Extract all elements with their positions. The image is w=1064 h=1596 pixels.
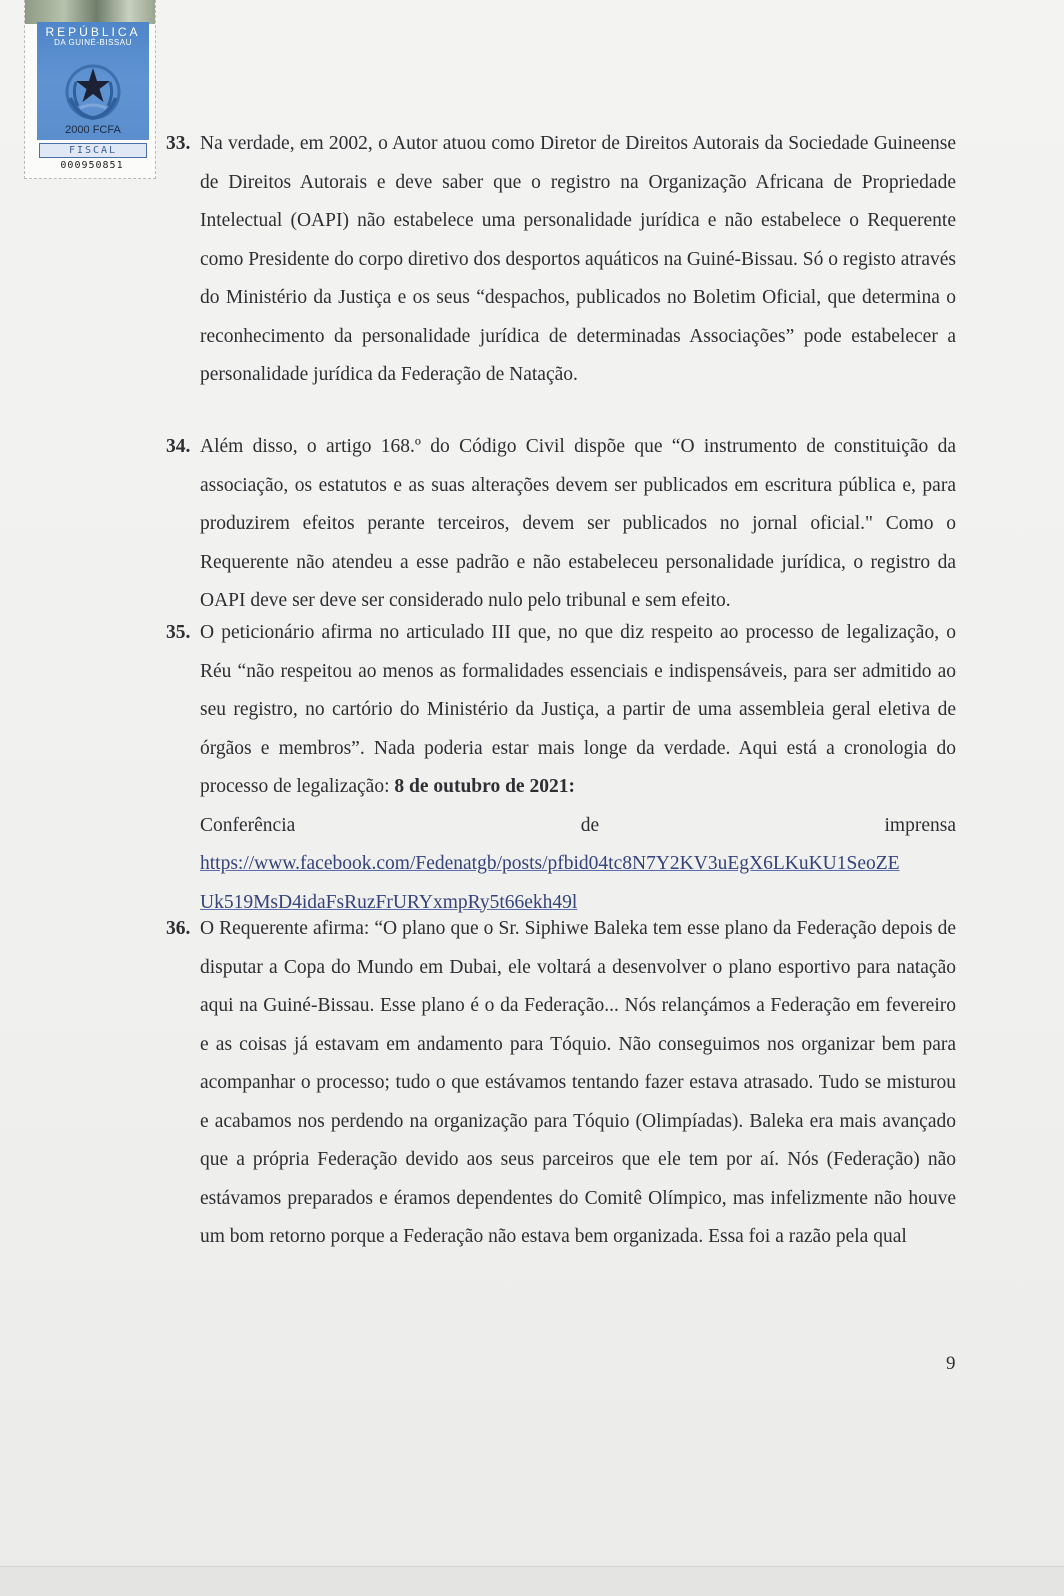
event-word: de [580,814,600,836]
facebook-link-line1[interactable]: https://www.facebook.com/Fedenatgb/posts/pfbid04tc8N7Y2KV3uEgX6LKuKU1SeoZE [200,853,900,874]
paragraph-number: 35. [166,622,191,643]
facebook-link-line2[interactable]: Uk519MsD4idaFsRuzFrURYxmpRy5t66ekh49l [200,891,578,913]
event-line [200,807,956,846]
paragraph-number: 36. [166,918,191,939]
stamp-photo-strip [25,0,155,24]
paragraph-35 [166,614,956,922]
page-bottom-edge [0,1566,1064,1596]
paragraph-text [200,614,956,807]
paragraph-34 [166,428,956,621]
coat-of-arms-icon [58,54,128,124]
paragraph-text: Além disso, o artigo 168.º do Código Civil dispõe que “O instrumento de constituição da associação, os estatutos e as suas alterações devem ser publicados em escritura pública e, para produzirem efeitos perante terceiros, devem ser publicados no jornal oficial." Como o Requerente não atendeu a esse padrão e não estabeleceu personalidade jurídica, o registro da OAPI deve ser deve ser considerado nulo pelo tribunal e sem efeito. [200,436,956,611]
paragraph-text: Na verdade, em 2002, o Autor atuou como Diretor de Direitos Autorais da Sociedade Guineense de Direitos Autorais e deve saber que o registro na Organização Africana de Propriedade Intelectual (OAPI) não estabelece uma personalidade jurídica e não estabelece o Requerente como Presidente do corpo diretivo dos desportos aquáticos na Guiné-Bissau. Só o registo através do Ministério da Justiça e os seus “despachos, publicados no Boletim Oficial, que determina o reconhecimento da personalidade jurídica de determinadas Associações” pode estabelecer a personalidade jurídica da Federação de Natação. [200,133,957,385]
stamp-serial-number: 000950851 [60,160,124,171]
fiscal-stamp [24,0,156,179]
stamp-value: 2000 FCFA [65,124,121,136]
paragraph-36 [166,910,956,1257]
stamp-country-line1: REPÚBLICA [45,25,141,39]
paragraph-text-body: O peticionário afirma no articulado III que, no que diz respeito ao processo de legalização, o Réu “não respeitou ao menos as formalidades essenciais e indispensáveis, para ser admitido ao seu registro, no cartório do Ministério da Justiça, a partir de uma assembleia geral eletiva de órgãos e membros”. Nada poderia estar mais longe da verdade. Aqui está a cronologia do processo de legalização: [200,622,956,797]
paragraph-text: O Requerente afirma: “O plano que o Sr. Siphiwe Baleka tem esse plano da Federação depois de disputar a Copa do Mundo em Dubai, ele voltará a desenvolver o plano esportivo para natação aqui na Guiné-Bissau. Esse plano é o da Federação... Nós relançámos a Federação em fevereiro e as coisas já estavam em andamento para Tóquio. Não conseguimos nos organizar bem para acompanhar o processo; tudo o que estávamos tentando fazer estava atrasado. Tudo se misturou e acabamos nos perdendo na organização para Tóquio (Olimpíadas). Baleka era mais avançado que a própria Federação devido aos seus parceiros que ele tem por aí. Nós (Federação) não estávamos preparados e éramos dependentes do Comitê Olímpico, mas infelizmente não houve um bom retorno porque a Federação não estava bem organizada. Essa foi a razão pela qual [200,918,956,1247]
event-word: Conferência [200,814,296,836]
stamp-fiscal-label: FISCAL [39,143,147,158]
paragraph-33 [166,125,956,395]
chronology-date: 8 de outubro de 2021: [394,776,575,797]
event-word: imprensa [884,814,956,836]
stamp-country-line2: DA GUINÉ-BISSAU [54,38,132,47]
paragraph-number: 33. [166,133,191,154]
stamp-blue-panel [37,22,149,140]
paragraph-number: 34. [166,436,191,457]
page-number: 9 [946,1353,956,1374]
